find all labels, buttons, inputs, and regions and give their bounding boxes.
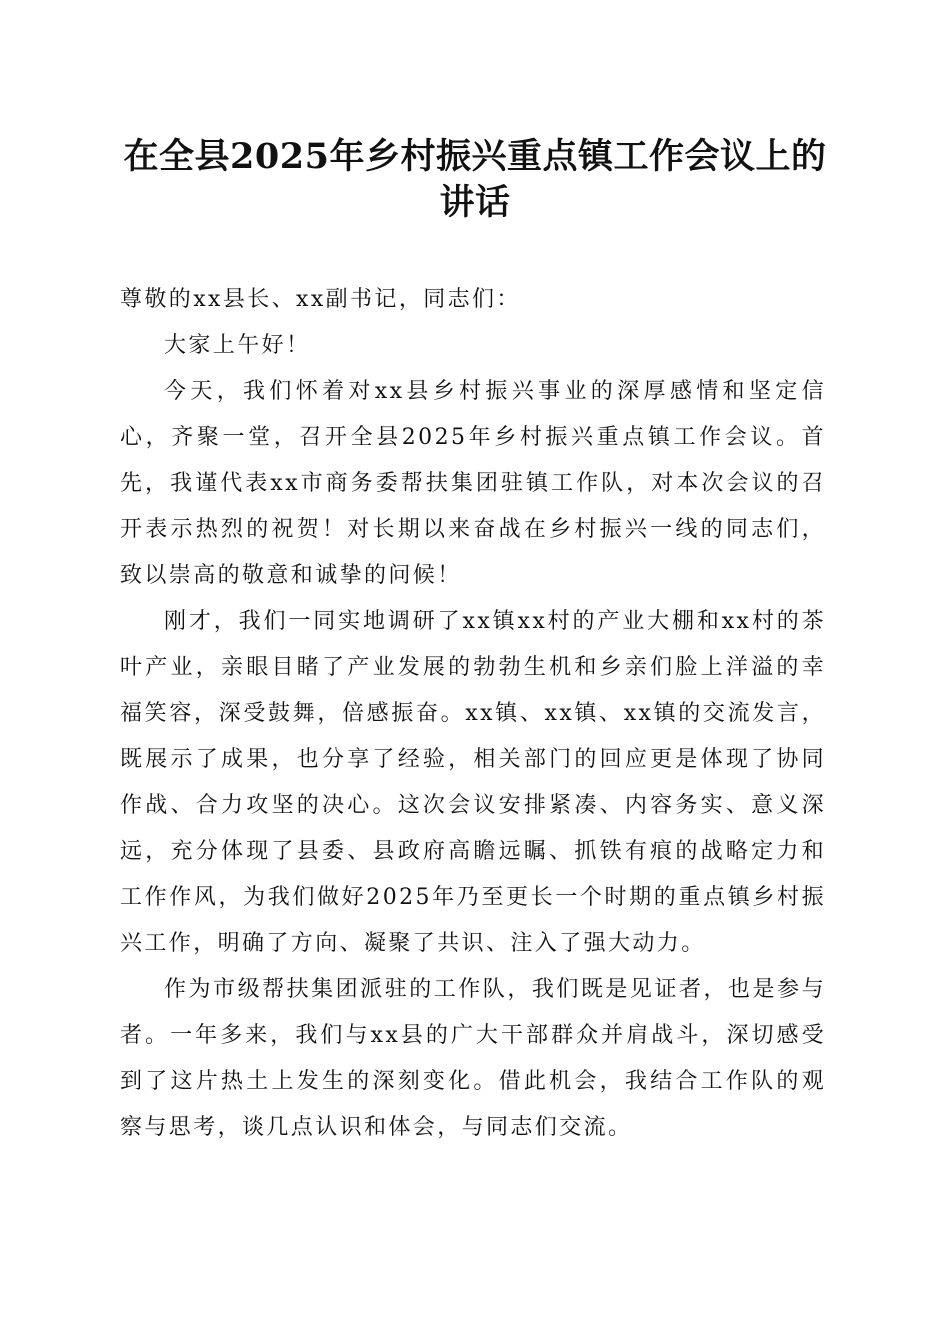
paragraph-review: 刚才，我们一同实地调研了xx镇xx村的产业大棚和xx村的茶叶产业，亲眼目睹了产业发展的勃勃生机和乡亲们脸上洋溢的幸福笑容，深受鼓舞，倍感振奋。xx镇、xx镇、xx镇的交流发言，既展示了成果，也分享了经验，相关部门的回应更是体现了协同作战、合力攻坚的决心。这次会议安排紧凑、内容务实、意义深远，充分体现了县委、县政府高瞻远瞩、抓铁有痕的战略定力和工作作风，为我们做好2025年乃至更长一个时期的重点镇乡村振兴工作，明确了方向、凝聚了共识、注入了强大动力。 — [120, 609, 826, 956]
paragraph-opening: 今天，我们怀着对xx县乡村振兴事业的深厚感情和坚定信心，齐聚一堂，召开全县2025年乡村振兴重点镇工作会议。首先，我谨代表xx市商务委帮扶集团驻镇工作队，对本次会议的召开表示热烈的祝贺！对长期以来奋战在乡村振兴一线的同志们，致以崇高的敬意和诚挚的问候！ — [120, 379, 826, 588]
speech-body — [120, 277, 826, 1151]
paragraph-greeting: 大家上午好！ — [164, 333, 311, 358]
salutation: 尊敬的xx县长、xx副书记，同志们： — [120, 287, 521, 312]
paragraph-transition: 作为市级帮扶集团派驻的工作队，我们既是见证者，也是参与者。一年多来，我们与xx县的广大干部群众并肩战斗，深切感受到了这片热土上发生的深刻变化。借此机会，我结合工作队的观察与思考，谈几点认识和体会，与同志们交流。 — [120, 977, 826, 1140]
page-title: 在全县2025年乡村振兴重点镇工作会议上的讲话 — [123, 136, 827, 223]
